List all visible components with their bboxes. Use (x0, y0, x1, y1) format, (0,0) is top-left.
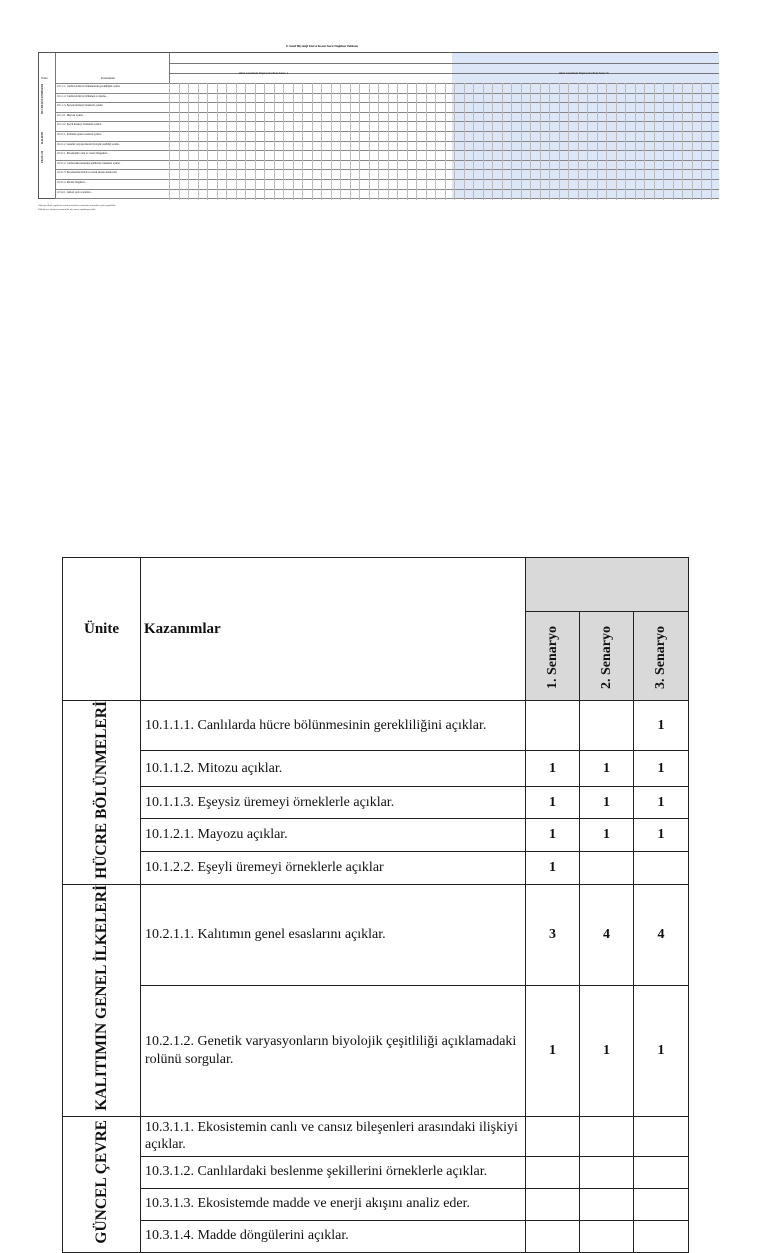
thumbnail-row-text: 10.3.1.4. Madde döngüleri... (57, 181, 87, 184)
kazanim-text: 10.1.1.3. Eşeysiz üremeyi örneklerle açıklar. (141, 787, 526, 819)
thumbnail-row-text: 10.2.1.2. Genetik varyasyonların biyolojik çeşitliliği açıklar. (57, 142, 120, 146)
thumbnail-grid-line (597, 83, 598, 200)
thumbnail-grid-line (388, 83, 389, 200)
thumbnail-grid-line (274, 83, 275, 200)
thumbnail-grid-line (511, 83, 512, 200)
thumbnail-exam-2-label: Okul Genelinde Yapılacak Ortak Sınav II (559, 71, 609, 75)
thumbnail-exam-1-area (169, 53, 452, 198)
kazanim-text: 10.1.1.2. Mitozu açıklar. (141, 751, 526, 787)
kazanim-text: 10.2.1.2. Genetik varyasyonların biyolojik çeşitliliği açıklamadaki rolünü sorgular. (141, 985, 526, 1116)
scenario-value (580, 1156, 634, 1188)
scenario-value (634, 851, 689, 884)
scenario-1-header: 1. Senaryo (526, 612, 580, 701)
thumbnail-title: 9. Sınıf Biyoloji Dersi Konu Soru Dağılım Tablosu (285, 44, 359, 48)
thumbnail-row-text: 10.3.1.1. Ekosistemin canlı ve cansız bileşenleri... (57, 152, 109, 156)
kazanim-text: 10.3.1.3. Ekosistemde madde ve enerji akışını analiz eder. (141, 1188, 526, 1220)
thumbnail-grid-line (245, 83, 246, 200)
thumbnail-row-text: 10.3.1.3. Ekosistemde madde ve enerji akışını analiz eder. (57, 171, 118, 175)
scenario-value: 1 (580, 985, 634, 1116)
kazanim-text: 10.1.2.2. Eşeyli üremeyi örneklerle açıklar (141, 851, 526, 884)
scenario-value (526, 1220, 580, 1252)
kazanim-text: 10.1.2.1. Mayozu açıklar. (141, 819, 526, 851)
scenario-value: 1 (526, 985, 580, 1116)
thumbnail-row-text: 10.1.1.3. Eşeysiz üremeyi örneklerle açıklar. (57, 104, 104, 108)
thumbnail-grid-line (378, 83, 379, 200)
thumbnail-table (38, 52, 718, 199)
thumbnail-grid-line (559, 83, 560, 200)
thumbnail-grid-line (207, 83, 208, 200)
kazanim-text: 10.1.1.1. Canlılarda hücre bölünmesinin gerekliliğini açıklar. (141, 701, 526, 751)
thumbnail-grid-line (682, 83, 683, 200)
thumbnail-grid-line (188, 83, 189, 200)
scenario-value (580, 701, 634, 751)
unit-cell: HÜCRE BÖLÜNMELERİ (63, 701, 141, 885)
thumbnail-grid-line (350, 83, 351, 200)
thumbnail-grid-line (711, 83, 712, 200)
thumbnail-unite-header: Ünite (41, 76, 48, 80)
thumbnail-note: Tabloda yer almayan kazanımlar için sınav yapılmayacaktır. (38, 208, 96, 211)
thumbnail-grid-line (445, 83, 446, 200)
thumbnail-grid-line (435, 83, 436, 200)
thumbnail-unit-label: HÜCRE BÖLÜNMELERİ (41, 84, 44, 114)
thumbnail-row-text: 10.3.1.2. Canlılardaki beslenme şekillerini örneklerle açıklar. (57, 161, 121, 165)
scenario-value (526, 701, 580, 751)
thumbnail-grid-line (568, 83, 569, 200)
scenario-value: 4 (580, 884, 634, 985)
thumbnail-grid-line (331, 83, 332, 200)
thumbnail-unite-column (39, 53, 56, 198)
thumbnail-grid-line (226, 83, 227, 200)
page-thumbnail (38, 42, 718, 222)
thumbnail-grid-line (549, 83, 550, 200)
kazanim-text: 10.3.1.2. Canlılardaki beslenme şekillerini örneklerle açıklar. (141, 1156, 526, 1188)
thumbnail-grid-line (502, 83, 503, 200)
thumbnail-note: Okul genelinde yapılacak ortak sınavlarda senaryolar arasından seçim yapılabilir. (38, 204, 116, 207)
thumbnail-grid-line (521, 83, 522, 200)
thumbnail-grid-line (663, 83, 664, 200)
scenario-value: 1 (580, 751, 634, 787)
thumbnail-grid-line (169, 83, 170, 200)
thumbnail-grid-line (483, 83, 484, 200)
kazanim-text: 10.3.1.4. Madde döngülerini açıklar. (141, 1220, 526, 1252)
thumbnail-grid-line (578, 83, 579, 200)
scenario-value: 1 (526, 851, 580, 884)
kazanim-header: Kazanımlar (141, 558, 526, 701)
scenario-value: 1 (526, 751, 580, 787)
thumbnail-grid-line (312, 83, 313, 200)
thumbnail-grid-line (454, 83, 455, 200)
zoomed-table-view (62, 557, 688, 1244)
thumbnail-grid-line (283, 83, 284, 200)
thumbnail-row-text: 10.1.2.2. Eşeyli üremeyi örneklerle açıklar. (57, 123, 102, 127)
thumbnail-grid-line (692, 83, 693, 200)
thumbnail-grid-line (606, 83, 607, 200)
thumbnail-grid-line (198, 83, 199, 200)
thumbnail-grid-line (587, 83, 588, 200)
thumbnail-grid-line (255, 83, 256, 200)
unite-header: Ünite (63, 558, 141, 701)
thumbnail-grid-line (397, 83, 398, 200)
thumbnail-row-text: 10.1.1.2. Canlılarda hücre bölünmesi ve üreme... (57, 94, 108, 98)
unit-cell: GÜNCEL ÇEVRE (63, 1116, 141, 1252)
thumbnail-grid-line (644, 83, 645, 200)
scenario-value: 1 (634, 819, 689, 851)
scenario-3-header: 3. Senaryo (634, 612, 689, 701)
thumbnail-grid-line (369, 83, 370, 200)
scenario-value (526, 1188, 580, 1220)
thumbnail-grid-line (264, 83, 265, 200)
thumbnail-grid-line (654, 83, 655, 200)
scenario-value: 3 (526, 884, 580, 985)
thumbnail-grid-line (625, 83, 626, 200)
scenario-value: 4 (634, 884, 689, 985)
scenario-value (580, 1116, 634, 1156)
thumbnail-grid-line (701, 83, 702, 200)
kazanim-table (62, 557, 689, 1253)
scenario-value: 1 (634, 985, 689, 1116)
scenario-value: 1 (526, 787, 580, 819)
thumbnail-grid-line (426, 83, 427, 200)
thumbnail-grid-line (492, 83, 493, 200)
scenario-value (526, 1156, 580, 1188)
scenario-value (580, 1220, 634, 1252)
thumbnail-row-text: 10.2.1.1. Kalıtımın genel esaslarını açıklar. (57, 133, 102, 136)
thumbnail-grid-line (302, 83, 303, 200)
scenario-value (634, 1188, 689, 1220)
thumbnail-row-text: 10.1.1.1. Canlılarda hücre bölünmesinin gerekliliğini açıklar. (57, 85, 121, 88)
thumbnail-grid-line (540, 83, 541, 200)
thumbnail-grid-line (473, 83, 474, 200)
thumbnail-grid-line (340, 83, 341, 200)
scenario-2-header: 2. Senaryo (580, 612, 634, 701)
thumbnail-exam-1-label: Okul Genelinde Yapılacak Ortak Sınav 1 (239, 71, 288, 75)
thumbnail-grid-line (321, 83, 322, 200)
scenario-value (634, 1156, 689, 1188)
scenario-value (634, 1116, 689, 1156)
scenario-value: 1 (580, 819, 634, 851)
kazanim-text: 10.3.1.1. Ekosistemin canlı ve cansız bileşenleri arasındaki ilişkiyi açıklar. (141, 1116, 526, 1156)
thumbnail-row-text: 10.1.2.1. Mayozu açıklar. (57, 113, 84, 117)
thumbnail-unit-label: KALITIM (41, 132, 44, 144)
thumbnail-grid-line (616, 83, 617, 200)
thumbnail-kazanim-header: Kazanımlar (101, 76, 115, 80)
thumbnail-grid-line (416, 83, 417, 200)
thumbnail-grid-line (236, 83, 237, 200)
thumbnail-unit-label: EKOLOJİ (41, 151, 44, 163)
scenario-value: 1 (526, 819, 580, 851)
thumbnail-grid-line (217, 83, 218, 200)
unit-cell: KALITIMIN GENEL İLKELERİ (63, 884, 141, 1116)
thumbnail-grid-line (293, 83, 294, 200)
scenario-value (634, 1220, 689, 1252)
thumbnail-grid-line (635, 83, 636, 200)
thumbnail-grid-line (179, 83, 180, 200)
scenario-group-header (526, 558, 689, 612)
thumbnail-row-text: 10.3.2.1. Güncel çevre sorunları... (57, 190, 93, 194)
thumbnail-grid-line (407, 83, 408, 200)
scenario-value: 1 (634, 701, 689, 751)
thumbnail-grid-line (673, 83, 674, 200)
thumbnail-grid-line (464, 83, 465, 200)
scenario-value: 1 (580, 787, 634, 819)
scenario-value (580, 1188, 634, 1220)
scenario-value: 1 (634, 787, 689, 819)
thumbnail-grid-line (530, 83, 531, 200)
scenario-value (580, 851, 634, 884)
scenario-value: 1 (634, 751, 689, 787)
scenario-value (526, 1116, 580, 1156)
kazanim-text: 10.2.1.1. Kalıtımın genel esaslarını açıklar. (141, 884, 526, 985)
thumbnail-grid-line (359, 83, 360, 200)
